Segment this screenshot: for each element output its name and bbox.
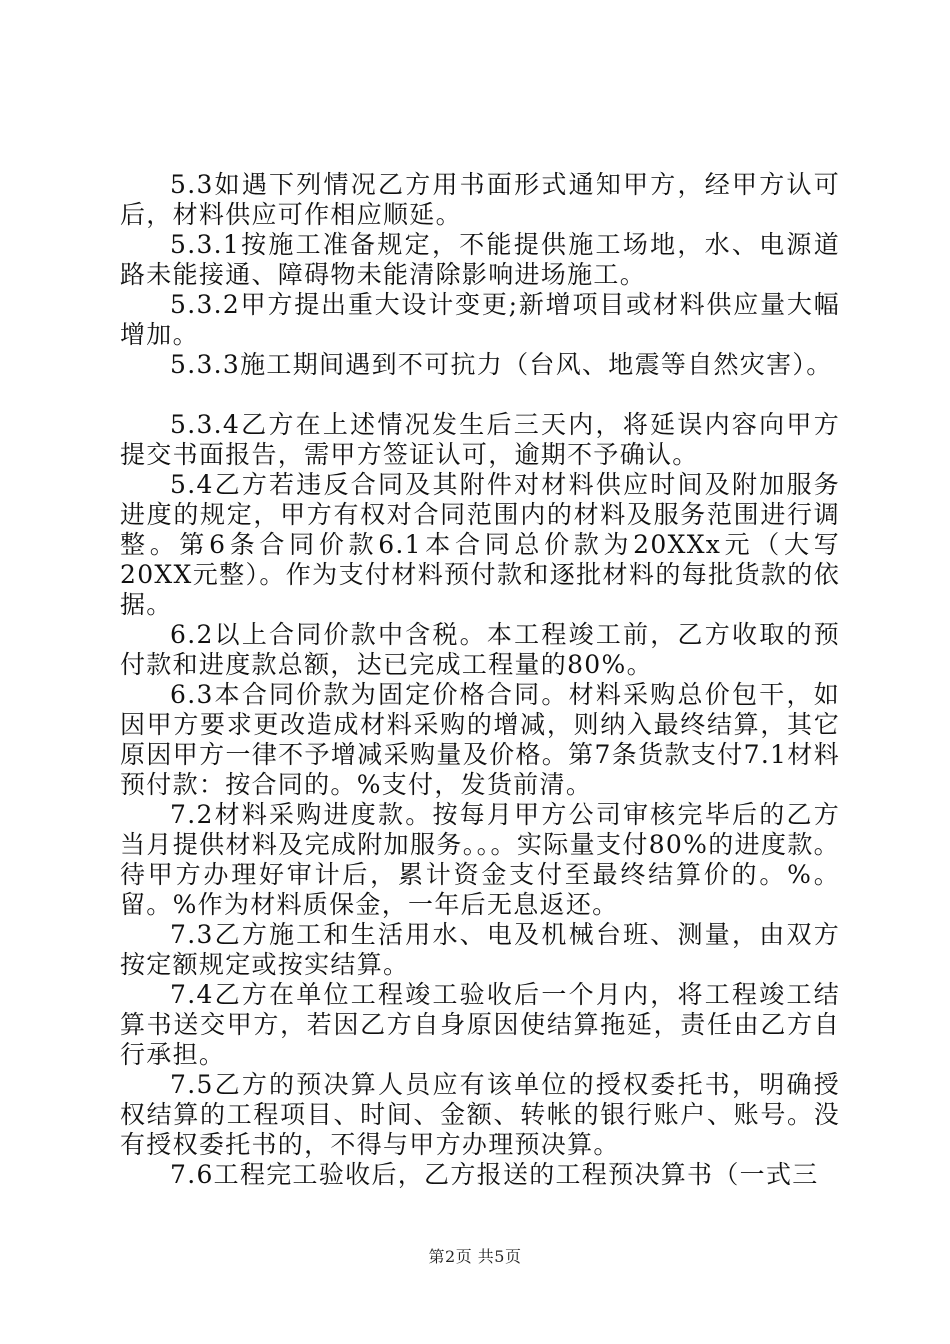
paragraph-5-3-2: 5.3.2甲方提出重大设计变更;新增项目或材料供应量大幅增加。: [120, 290, 840, 349]
paragraph-5-4: 5.4乙方若违反合同及其附件对材料供应时间及附加服务进度的规定，甲方有权对合同范围内的材料及服务范围进行调整。第6条合同价款6.1本合同总价款为20XXx元（大写20XX元整）。作为支付材料预付款和逐批材料的每批货款的依据。: [120, 470, 840, 619]
paragraph-7-4: 7.4乙方在单位工程竣工验收后一个月内，将工程竣工结算书送交甲方，若因乙方自身原因使结算拖延，责任由乙方自行承担。: [120, 980, 840, 1069]
paragraph-5-3-4: 5.3.4乙方在上述情况发生后三天内，将延误内容向甲方提交书面报告，需甲方签证认可，逾期不予确认。: [120, 410, 840, 469]
paragraph-7-6: 7.6工程完工验收后，乙方报送的工程预决算书（一式三: [170, 1160, 819, 1189]
document-body: [120, 170, 840, 1190]
paragraph-5-3: 5.3如遇下列情况乙方用书面形式通知甲方，经甲方认可后，材料供应可作相应顺延。: [120, 170, 840, 229]
paragraph-7-2: 7.2材料采购进度款。按每月甲方公司审核完毕后的乙方当月提供材料及完成附加服务。。。实际量支付80%的进度款。待甲方办理好审计后，累计资金支付至最终结算价的。%。留。%作为材料质保金，一年后无息返还。: [120, 800, 840, 919]
paragraph-5-3-3: 5.3.3施工期间遇到不可抗力（台风、地震等自然灾害）。: [170, 350, 833, 379]
paragraph-7-5: 7.5乙方的预决算人员应有该单位的授权委托书，明确授权结算的工程项目、时间、金额、转帐的银行账户、账号。没有授权委托书的，不得与甲方办理预决算。: [120, 1070, 840, 1159]
paragraph-6-2: 6.2以上合同价款中含税。本工程竣工前，乙方收取的预付款和进度款总额，达已完成工程量的80%。: [120, 620, 840, 679]
paragraph-6-3: 6.3本合同价款为固定价格合同。材料采购总价包干，如因甲方要求更改造成材料采购的增减，则纳入最终结算，其它原因甲方一律不予增减采购量及价格。第7条货款支付7.1材料预付款：按合同的。%支付，发货前清。: [120, 680, 840, 799]
page-number-label: 第2页 共5页: [428, 1247, 522, 1266]
paragraph-5-3-1: 5.3.1按施工准备规定，不能提供施工场地，水、电源道路未能接通、障碍物未能清除影响进场施工。: [120, 230, 840, 289]
page-footer: [0, 1244, 950, 1267]
paragraph-7-3: 7.3乙方施工和生活用水、电及机械台班、测量，由双方按定额规定或按实结算。: [120, 920, 840, 979]
